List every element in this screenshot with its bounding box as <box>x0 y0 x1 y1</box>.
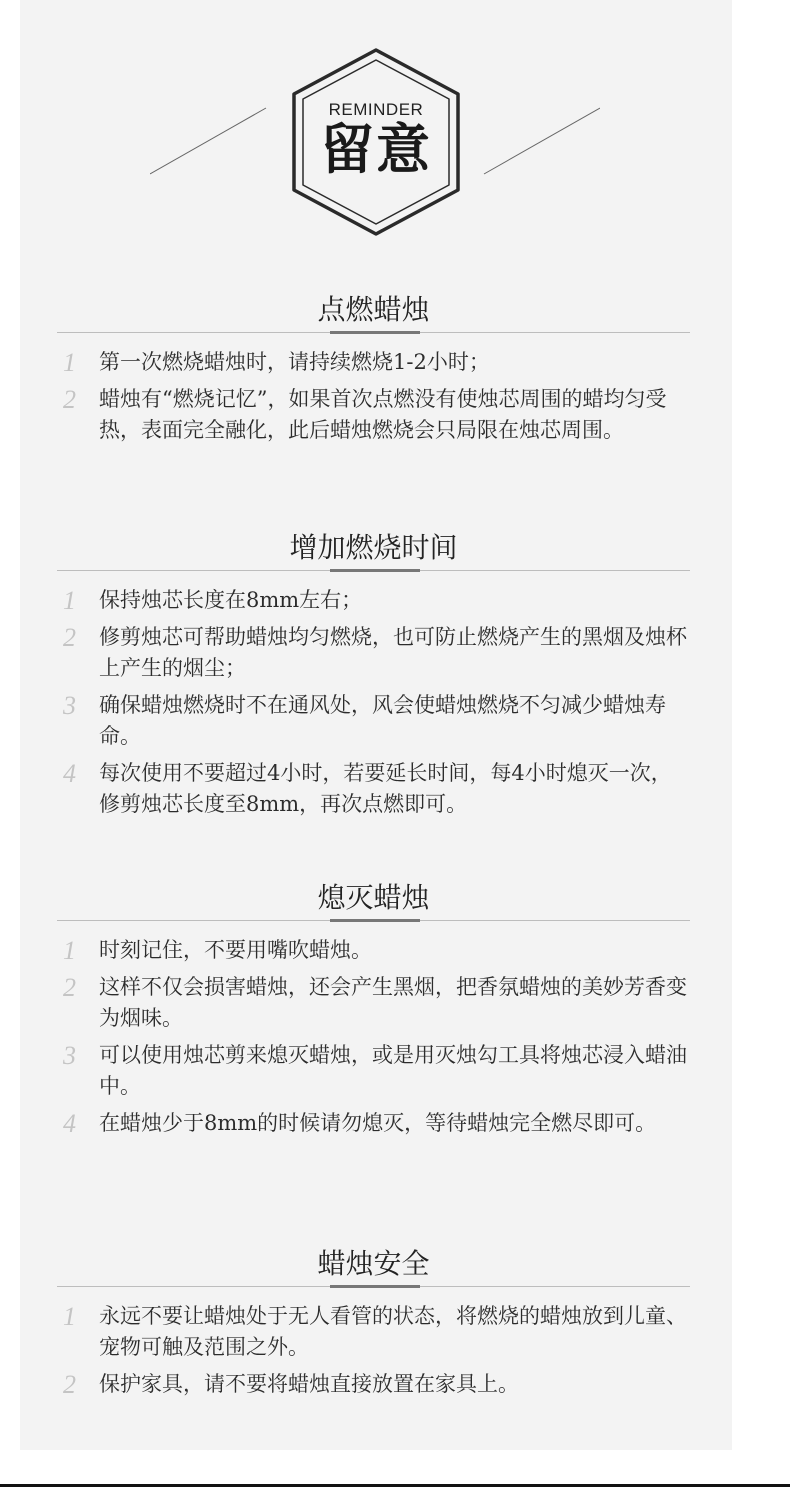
section-title: 熄灭蜡烛 <box>317 881 430 914</box>
bottom-border <box>0 1484 790 1487</box>
item-number: 4 <box>63 759 76 788</box>
item-text: 第一次燃烧蜡烛时，请持续燃烧1-2小时； <box>99 350 490 374</box>
list-item <box>57 758 690 820</box>
section-candle-safety <box>57 1246 690 1406</box>
badge-english-label: REMINDER <box>328 100 424 119</box>
section-title: 增加燃烧时间 <box>289 531 458 564</box>
item-number: 2 <box>63 385 76 414</box>
divider-accent <box>330 1285 420 1288</box>
section-light-candle <box>57 292 690 452</box>
item-text: 蜡烛有“燃烧记忆”，如果首次点燃没有使烛芯周围的蜡均匀受热，表面完全融化，此后蜡烛燃烧会只局限在烛芯周围。 <box>99 387 667 442</box>
item-text: 修剪烛芯可帮助蜡烛均匀燃烧，也可防止燃烧产生的黑烟及烛杯上产生的烟尘； <box>99 625 687 680</box>
section-title: 点燃蜡烛 <box>317 293 430 326</box>
section-extend-burn-time <box>57 530 690 826</box>
badge-chinese-label: 留意 <box>320 118 432 181</box>
list-item <box>57 585 690 616</box>
item-text: 在蜡烛少于8mm的时候请勿熄灭，等待蜡烛完全燃尽即可。 <box>99 1111 657 1135</box>
item-number: 2 <box>63 973 76 1002</box>
item-text: 保护家具，请不要将蜡烛直接放置在家具上。 <box>99 1372 519 1396</box>
list-item <box>57 1040 690 1102</box>
list-item <box>57 690 690 752</box>
item-text: 时刻记住，不要用嘴吹蜡烛。 <box>99 938 372 962</box>
section-divider <box>57 332 690 335</box>
item-text: 可以使用烛芯剪来熄灭蜡烛，或是用灭烛勾工具将烛芯浸入蜡油中。 <box>99 1043 687 1098</box>
item-number: 1 <box>63 586 76 615</box>
list-item <box>57 972 690 1034</box>
item-number: 2 <box>63 623 76 652</box>
divider-accent <box>330 919 420 922</box>
section-title: 蜡烛安全 <box>317 1247 430 1280</box>
item-text: 每次使用不要超过4小时，若要延长时间，每4小时熄灭一次，修剪烛芯长度至8mm，再次点燃即可。 <box>99 761 672 816</box>
section-divider <box>57 1286 690 1289</box>
item-number: 3 <box>63 691 76 720</box>
item-text: 确保蜡烛燃烧时不在通风处，风会使蜡烛燃烧不匀减少蜡烛寿命。 <box>99 693 666 748</box>
item-number: 1 <box>63 348 76 377</box>
decorative-line-right <box>482 106 600 176</box>
item-number: 3 <box>63 1041 76 1070</box>
section-divider <box>57 570 690 573</box>
item-text: 这样不仅会损害蜡烛，还会产生黑烟，把香氛蜡烛的美妙芳香变为烟味。 <box>99 975 687 1030</box>
item-number: 1 <box>63 936 76 965</box>
list-item <box>57 935 690 966</box>
list-item <box>57 1108 690 1139</box>
list-item <box>57 1369 690 1400</box>
list-item <box>57 347 690 378</box>
divider-accent <box>330 569 420 572</box>
section-extinguish-candle <box>57 880 690 1145</box>
list-item <box>57 1301 690 1363</box>
item-number: 1 <box>63 1302 76 1331</box>
item-number: 2 <box>63 1370 76 1399</box>
list-item <box>57 384 690 446</box>
item-text: 保持烛芯长度在8mm左右； <box>99 588 363 612</box>
list-item <box>57 622 690 684</box>
section-divider <box>57 920 690 923</box>
decorative-line-left <box>150 106 268 176</box>
divider-accent <box>330 331 420 334</box>
item-text: 永远不要让蜡烛处于无人看管的状态，将燃烧的蜡烛放到儿童、宠物可触及范围之外。 <box>99 1304 687 1359</box>
item-number: 4 <box>63 1109 76 1138</box>
